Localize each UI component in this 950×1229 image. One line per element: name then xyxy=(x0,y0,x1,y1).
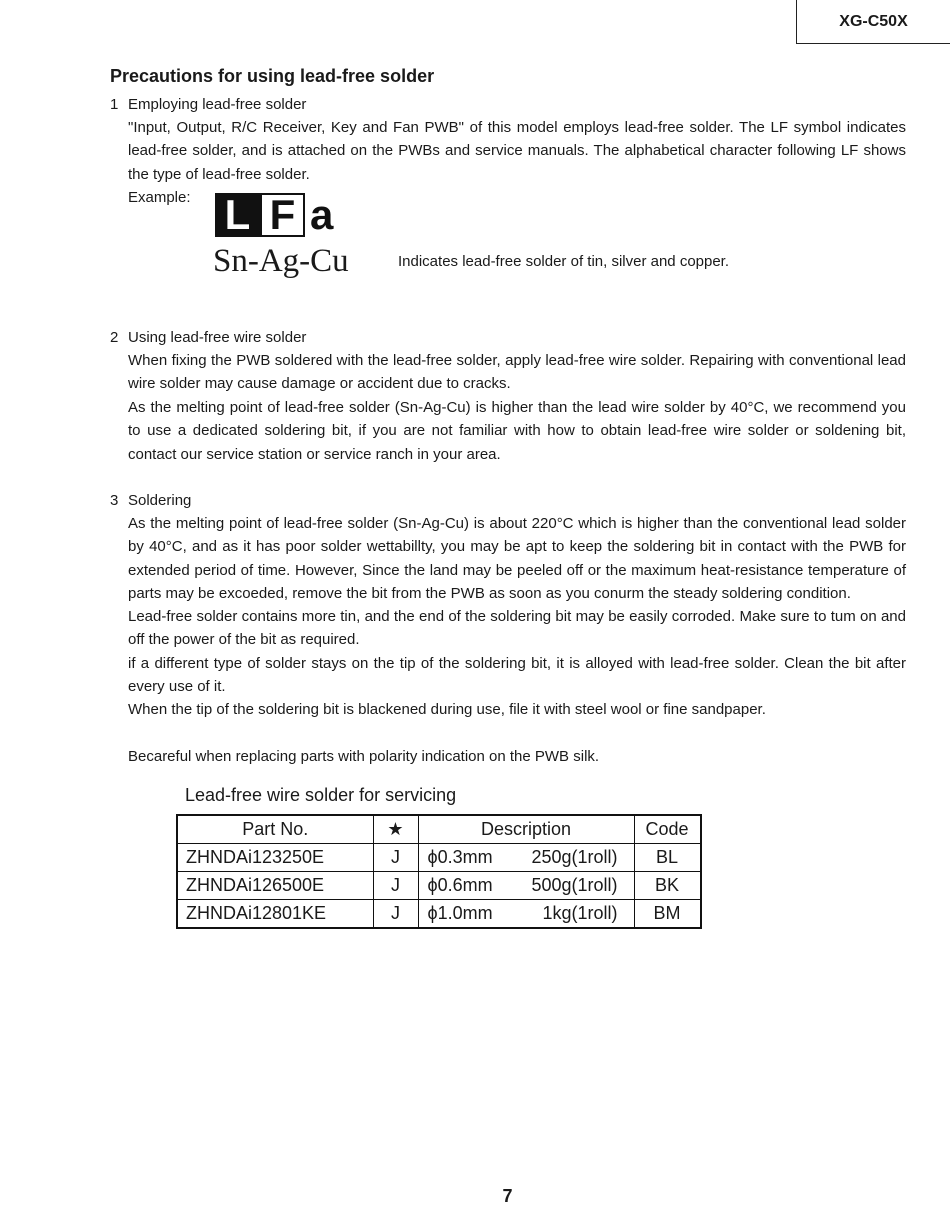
page-number: 7 xyxy=(502,1186,513,1206)
model-number: XG-C50X xyxy=(796,0,950,44)
lf-logo-letter-a: a xyxy=(310,191,334,238)
alloy-formula: Sn-Ag-Cu xyxy=(213,243,349,279)
code-cell: BL xyxy=(634,844,701,872)
part-number-cell: ZHNDAi126500E xyxy=(177,872,373,900)
star-cell: J xyxy=(373,844,418,872)
part-number-cell: ZHNDAi123250E xyxy=(177,844,373,872)
page-title: Precautions for using lead-free solder xyxy=(110,66,435,86)
polarity-note: Becareful when replacing parts with polarity indication on the PWB silk. xyxy=(128,748,600,765)
example-label: Example: xyxy=(128,189,191,206)
lf-logo-letter-l: L xyxy=(215,193,260,237)
table-row xyxy=(177,872,701,900)
description-cell xyxy=(418,872,634,900)
part-number-cell: ZHNDAi12801KE xyxy=(177,900,373,929)
section-2-number: 2 xyxy=(110,329,119,346)
star-icon: ★ xyxy=(373,815,418,844)
header-part-no: Part No. xyxy=(177,815,373,844)
section-1-number: 1 xyxy=(110,96,119,113)
section-3-heading xyxy=(110,492,191,509)
weight-value: 250g(1roll) xyxy=(531,847,618,867)
section-3-paragraph-2: Lead-free solder contains more tin, and the end of the soldering bit may be easily corroded. Make sure to tum on and off the power of the bit as required. xyxy=(128,608,906,649)
section-3-title: Soldering xyxy=(128,492,192,509)
alloy-description: Indicates lead-free solder of tin, silver and copper. xyxy=(398,253,730,270)
section-2-paragraph-2: As the melting point of lead-free solder (Sn-Ag-Cu) is higher than the lead wire solder by 40°C, we recommend you to use a dedicated soldering bit, if you are not familiar with how to obtain lead-free wire solder or soldening bit, contact our service station or service ranch in your area. xyxy=(128,399,906,463)
code-cell: BK xyxy=(634,872,701,900)
solder-table xyxy=(176,814,702,929)
section-1-title: Employing lead-free solder xyxy=(128,96,307,113)
description-cell xyxy=(418,844,634,872)
section-3-paragraph-4: When the tip of the soldering bit is blackened during use, file it with steel wool or fine sandpaper. xyxy=(128,701,766,718)
star-cell: J xyxy=(373,872,418,900)
diameter-value: ϕ0.3mm xyxy=(427,847,493,867)
description-cell xyxy=(418,900,634,929)
solder-table-title: Lead-free wire solder for servicing xyxy=(185,785,457,805)
section-2-paragraph-1: When fixing the PWB soldered with the lead-free solder, apply lead-free wire solder. Repairing with conventional lead wire solder may cause damage or accident due to cracks. xyxy=(128,352,906,393)
diameter-value: ϕ1.0mm xyxy=(427,903,493,923)
table-header-row xyxy=(177,815,701,844)
star-cell: J xyxy=(373,900,418,929)
section-2-title: Using lead-free wire solder xyxy=(128,329,307,346)
weight-value: 500g(1roll) xyxy=(531,875,618,895)
table-row xyxy=(177,900,701,929)
header-description: Description xyxy=(418,815,634,844)
table-row xyxy=(177,844,701,872)
section-3-paragraph-3: if a different type of solder stays on the tip of the soldering bit, it is alloyed with lead-free solder. Clean the bit after every use of it. xyxy=(128,655,906,696)
lf-logo-letter-f: F xyxy=(260,193,305,237)
diameter-value: ϕ0.6mm xyxy=(427,875,493,895)
code-cell: BM xyxy=(634,900,701,929)
weight-value: 1kg(1roll) xyxy=(542,903,618,923)
section-3-number: 3 xyxy=(110,492,119,509)
section-2-heading xyxy=(110,329,306,346)
header-code: Code xyxy=(634,815,701,844)
section-3-paragraph-1: As the melting point of lead-free solder (Sn-Ag-Cu) is about 220°C which is higher than the conventional lead solder by 40°C, and as it has poor solder wettabillty, you may be apt to keep the soldering bit in contact with the PWB for extended period of time. However, Since the land may be peeled off or the maximum heat-resistance temperature of parts may be excoeded, remove the bit from the PWB as soon as you conurm the steady soldering condition. xyxy=(128,515,906,602)
section-1-heading xyxy=(110,96,306,113)
lead-free-logo xyxy=(215,193,333,237)
section-1-paragraph: "Input, Output, R/C Receiver, Key and Fan PWB" of this model employs lead-free solder. The LF symbol indicates lead-free solder, and is attached on the PWBs and service manuals. The alphabetical character following LF shows the type of lead-free solder. xyxy=(128,119,906,183)
